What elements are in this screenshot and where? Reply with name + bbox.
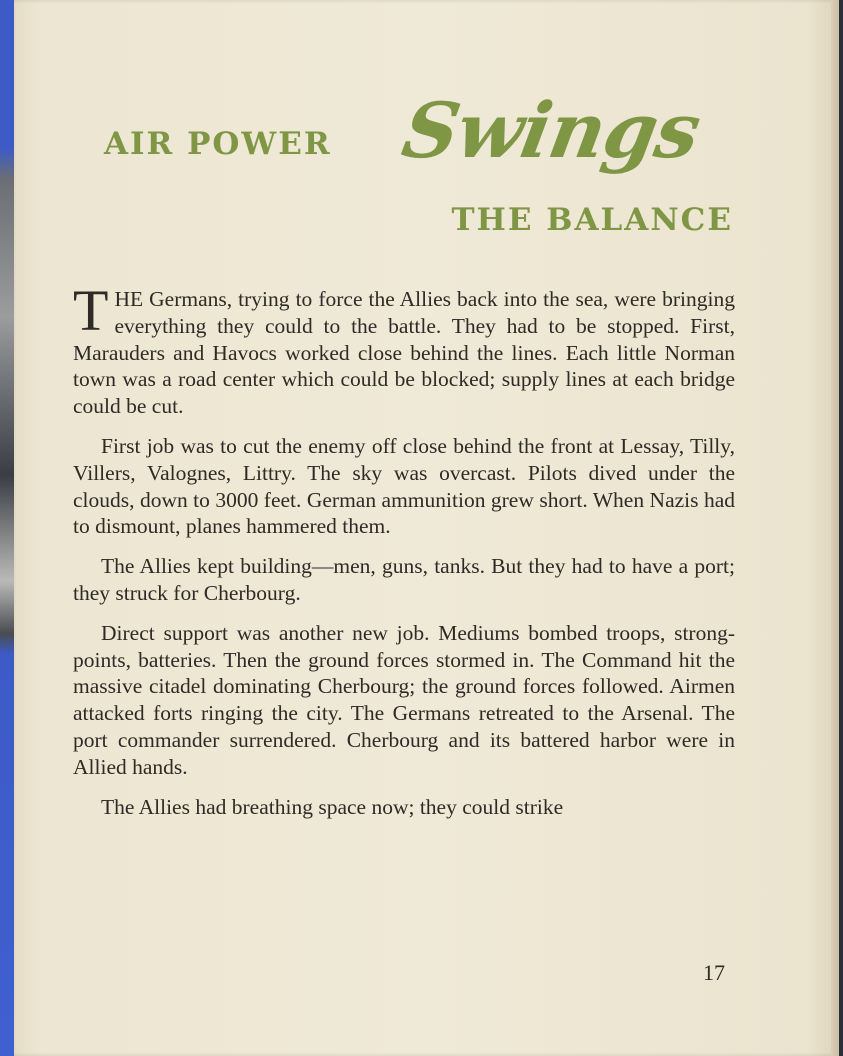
paragraph-4: Direct support was another new job. Mediums bombed troops, strong-points, batteries. Then the ground forces stormed in. The Command hit the massive citadel dominating Cherbourg; the ground forces followed. Airmen attacked forts ringing the city. The Germans retreated to the Arsenal. The port commander surrendered. Cherbourg and its battered harbor were in Allied hands. (73, 620, 735, 779)
paragraph-5: The Allies had breathing space now; they could strike (101, 794, 564, 819)
title-the-balance: THE BALANCE (451, 202, 733, 238)
title-swings-script: Swings (396, 86, 707, 175)
title-air-power: AIR POWER (104, 126, 332, 162)
page-edge (831, 0, 839, 1056)
paragraph-1 (73, 278, 735, 420)
drop-cap: T (73, 278, 109, 343)
book-page (14, 0, 839, 1056)
paragraph-1-text: Germans, trying to force the Allies back into the sea, were bringing everything they could to the battle. They had to be stopped. First, Marauders and Havocs worked close behind the lines. Each little Norman town was a road center which could be blocked; supply lines at each bridge could be cut. (73, 287, 735, 419)
paragraph-2: First job was to cut the enemy off close behind the front at Lessay, Tilly, Villers, Valognes, Littry. The sky was overcast. Pilots dived under the clouds, down to 3000 feet. German ammunition grew short. When Nazis had to dismount, planes hammered them. (73, 433, 735, 539)
small-caps-lead: HE (114, 287, 144, 311)
page-number: 17 (703, 960, 725, 985)
article-body (73, 278, 735, 833)
paragraph-3: The Allies kept building—men, guns, tanks. But they had to have a port; they struck for Cherbourg. (73, 554, 735, 605)
